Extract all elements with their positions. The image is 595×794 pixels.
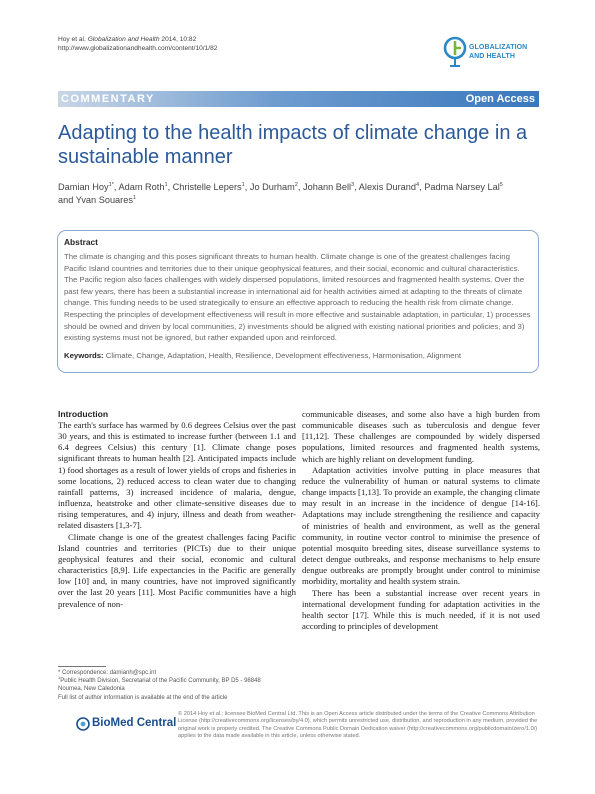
license-statement: © 2014 Hoy et al.; licensee BioMed Central Ltd. This is an Open Access article distributed under the terms of the Creative Commons Attribution License (http://creativecommons.org/licenses/by/4.0), which permits unrestricted use, distribution, and reproduction in any medium, provided the original work is properly credited. The Creative Commons Public Domain Dedication waiver (http://creativecommons.org/publicdomain/zero/1.0/) applies to the data made available in this article, unless otherwise stated. bbox=[178, 711, 538, 740]
publisher-name: BioMed Central bbox=[92, 717, 177, 729]
keywords bbox=[64, 350, 532, 361]
full-author-info-note: Full list of author information is available at the end of the article bbox=[58, 694, 228, 701]
author: Damian Hoy$^{1*}$, bbox=[58, 181, 119, 192]
article-type-label: COMMENTARY bbox=[61, 93, 155, 105]
logo-line1: GLOBALIZATION bbox=[469, 44, 528, 51]
author: and Yvan Souares$^1$ bbox=[58, 194, 137, 205]
author: Johann Bell$^3$, bbox=[303, 181, 359, 192]
article-type-banner bbox=[58, 91, 539, 107]
globe-gh-logo-icon bbox=[443, 31, 469, 71]
author: Padma Narsey Lal$^5$ bbox=[424, 181, 503, 192]
publisher-logo[interactable] bbox=[76, 716, 176, 732]
open-access-label: Open Access bbox=[465, 93, 535, 105]
affiliation-note-cont: Noumea, New Caledonia bbox=[58, 686, 125, 693]
author: Jo Durham$^2$, bbox=[249, 181, 304, 192]
footnotes bbox=[58, 669, 298, 702]
biomed-central-logo-icon bbox=[76, 717, 90, 731]
paragraph: There has been a substantial increase over recent years in international development funding for adaptation activities in the health sector [17]. While this is much needed, if it is not used according to principles of development bbox=[302, 587, 540, 631]
running-header bbox=[58, 35, 217, 53]
author-list bbox=[58, 181, 538, 206]
paragraph: Adaptation activities involve putting in place measures that reduce the vulnerability of human or natural systems to climate change impacts [1,13]. To provide an example, the changing climate may result in an increase in the incidence of dengue [14-16]. Adaptations may include strengthening the resilience and capacity of ministries of health and environment, as well as the general community, in routine vector control to minimise the presence of potential mosquito breeding sites, disease surveillance systems to detect dengue outbreaks, and response mechanisms to help ensure dengue outbreaks are promptly brought under control to minimise morbidity, mortality and health system strain. bbox=[302, 464, 540, 587]
abstract-body: The climate is changing and this poses significant threats to human health. Climate change is one of the greatest challenges facing Pacific Island countries and territories due to their unique geophysical features, and their social, economic and cultural characteristics. The Pacific region also faces challenges with widely dispersed populations, limited resources and fragmented health systems. Over the past few years, there has been a substantial increase in international aid for health activities aimed at adapting to the threats of climate change. This funding needs to be used strategically to ensure an effective approach to reducing the health risk from climate change. Respecting the principles of development effectiveness will result in more effective and sustainable adaptation, in particular, 1) processes should be owned and driven by local communities, 2) investments should be aligned with existing national priorities and policies, and 3) existing systems must not be ignored, but rather expanded upon and reinforced. bbox=[64, 252, 531, 343]
paragraph: The earth's surface has warmed by 0.6 degrees Celsius over the past 30 years, and this is estimated to increase further (between 1.1 and 6.4 degrees Celsius) this century [1]. Climate change poses significant threats to human health [2]. Anticipated impacts include 1) food shortages as a result of lower yields of crops and fisheries in some locations, 2) reduced access to clean water due to changing rainfall patterns, 3) increased incidence of malaria, dengue, influenza, heatstroke and other climate-sensitive diseases due to rising temperatures, and 4) injury, illness and death from weather-related disasters [1,3-7]. bbox=[58, 420, 296, 531]
paragraph: communicable diseases, and some also have a high burden from communicable diseases such as tuberculosis and dengue fever [11,12]. These challenges are compounded by widely dispersed populations, limited resources and fragmented health systems, which are highly reliant on development funding. bbox=[302, 409, 540, 464]
running-journal: Globalization and Health bbox=[87, 36, 160, 43]
logo-line2: AND HEALTH bbox=[469, 52, 515, 60]
body-column-right bbox=[302, 409, 540, 632]
keywords-list: Climate, Change, Adaptation, Health, Resilience, Development effectiveness, Harmonisation, Alignment bbox=[105, 351, 462, 360]
section-heading-introduction: Introduction bbox=[58, 409, 109, 419]
paragraph: Climate change is one of the greatest challenges facing Pacific Island countries and territories (PICTs) due to their unique geophysical features and their social, economic and cultural characteristics [8,9]. Life expectancies in the Pacific are generally low [10] and, in many countries, have not improved significantly over the last 20 years [11]. Most Pacific communities have a high prevalence of non- bbox=[58, 531, 296, 609]
body-column-left bbox=[58, 420, 296, 610]
journal-logo[interactable] bbox=[443, 31, 563, 75]
author: Christelle Lepers$^1$, bbox=[172, 181, 250, 192]
abstract-heading: Abstract bbox=[64, 237, 98, 247]
running-year-volume: 2014, 10:82 bbox=[161, 36, 197, 43]
correspondence-note: * Correspondence: damianh@spc.int bbox=[58, 670, 157, 676]
author: Adam Roth$^1$, bbox=[118, 181, 173, 192]
article-url-link[interactable]: http://www.globalizationandhealth.com/content/10/1/82 bbox=[58, 45, 218, 52]
footnote-divider bbox=[58, 666, 106, 667]
author: Alexis Durand$^4$, bbox=[358, 181, 425, 192]
abstract-box bbox=[57, 230, 539, 373]
running-authors: Hoy et al. bbox=[58, 36, 86, 43]
affiliation-note: $^1$Public Health Division, Secretariat of the Pacific Community, BP D5 - 98848 bbox=[58, 675, 261, 685]
article-title: Adapting to the health impacts of climate change in a sustainable manner bbox=[58, 122, 528, 168]
keywords-label: Keywords: bbox=[64, 351, 104, 360]
